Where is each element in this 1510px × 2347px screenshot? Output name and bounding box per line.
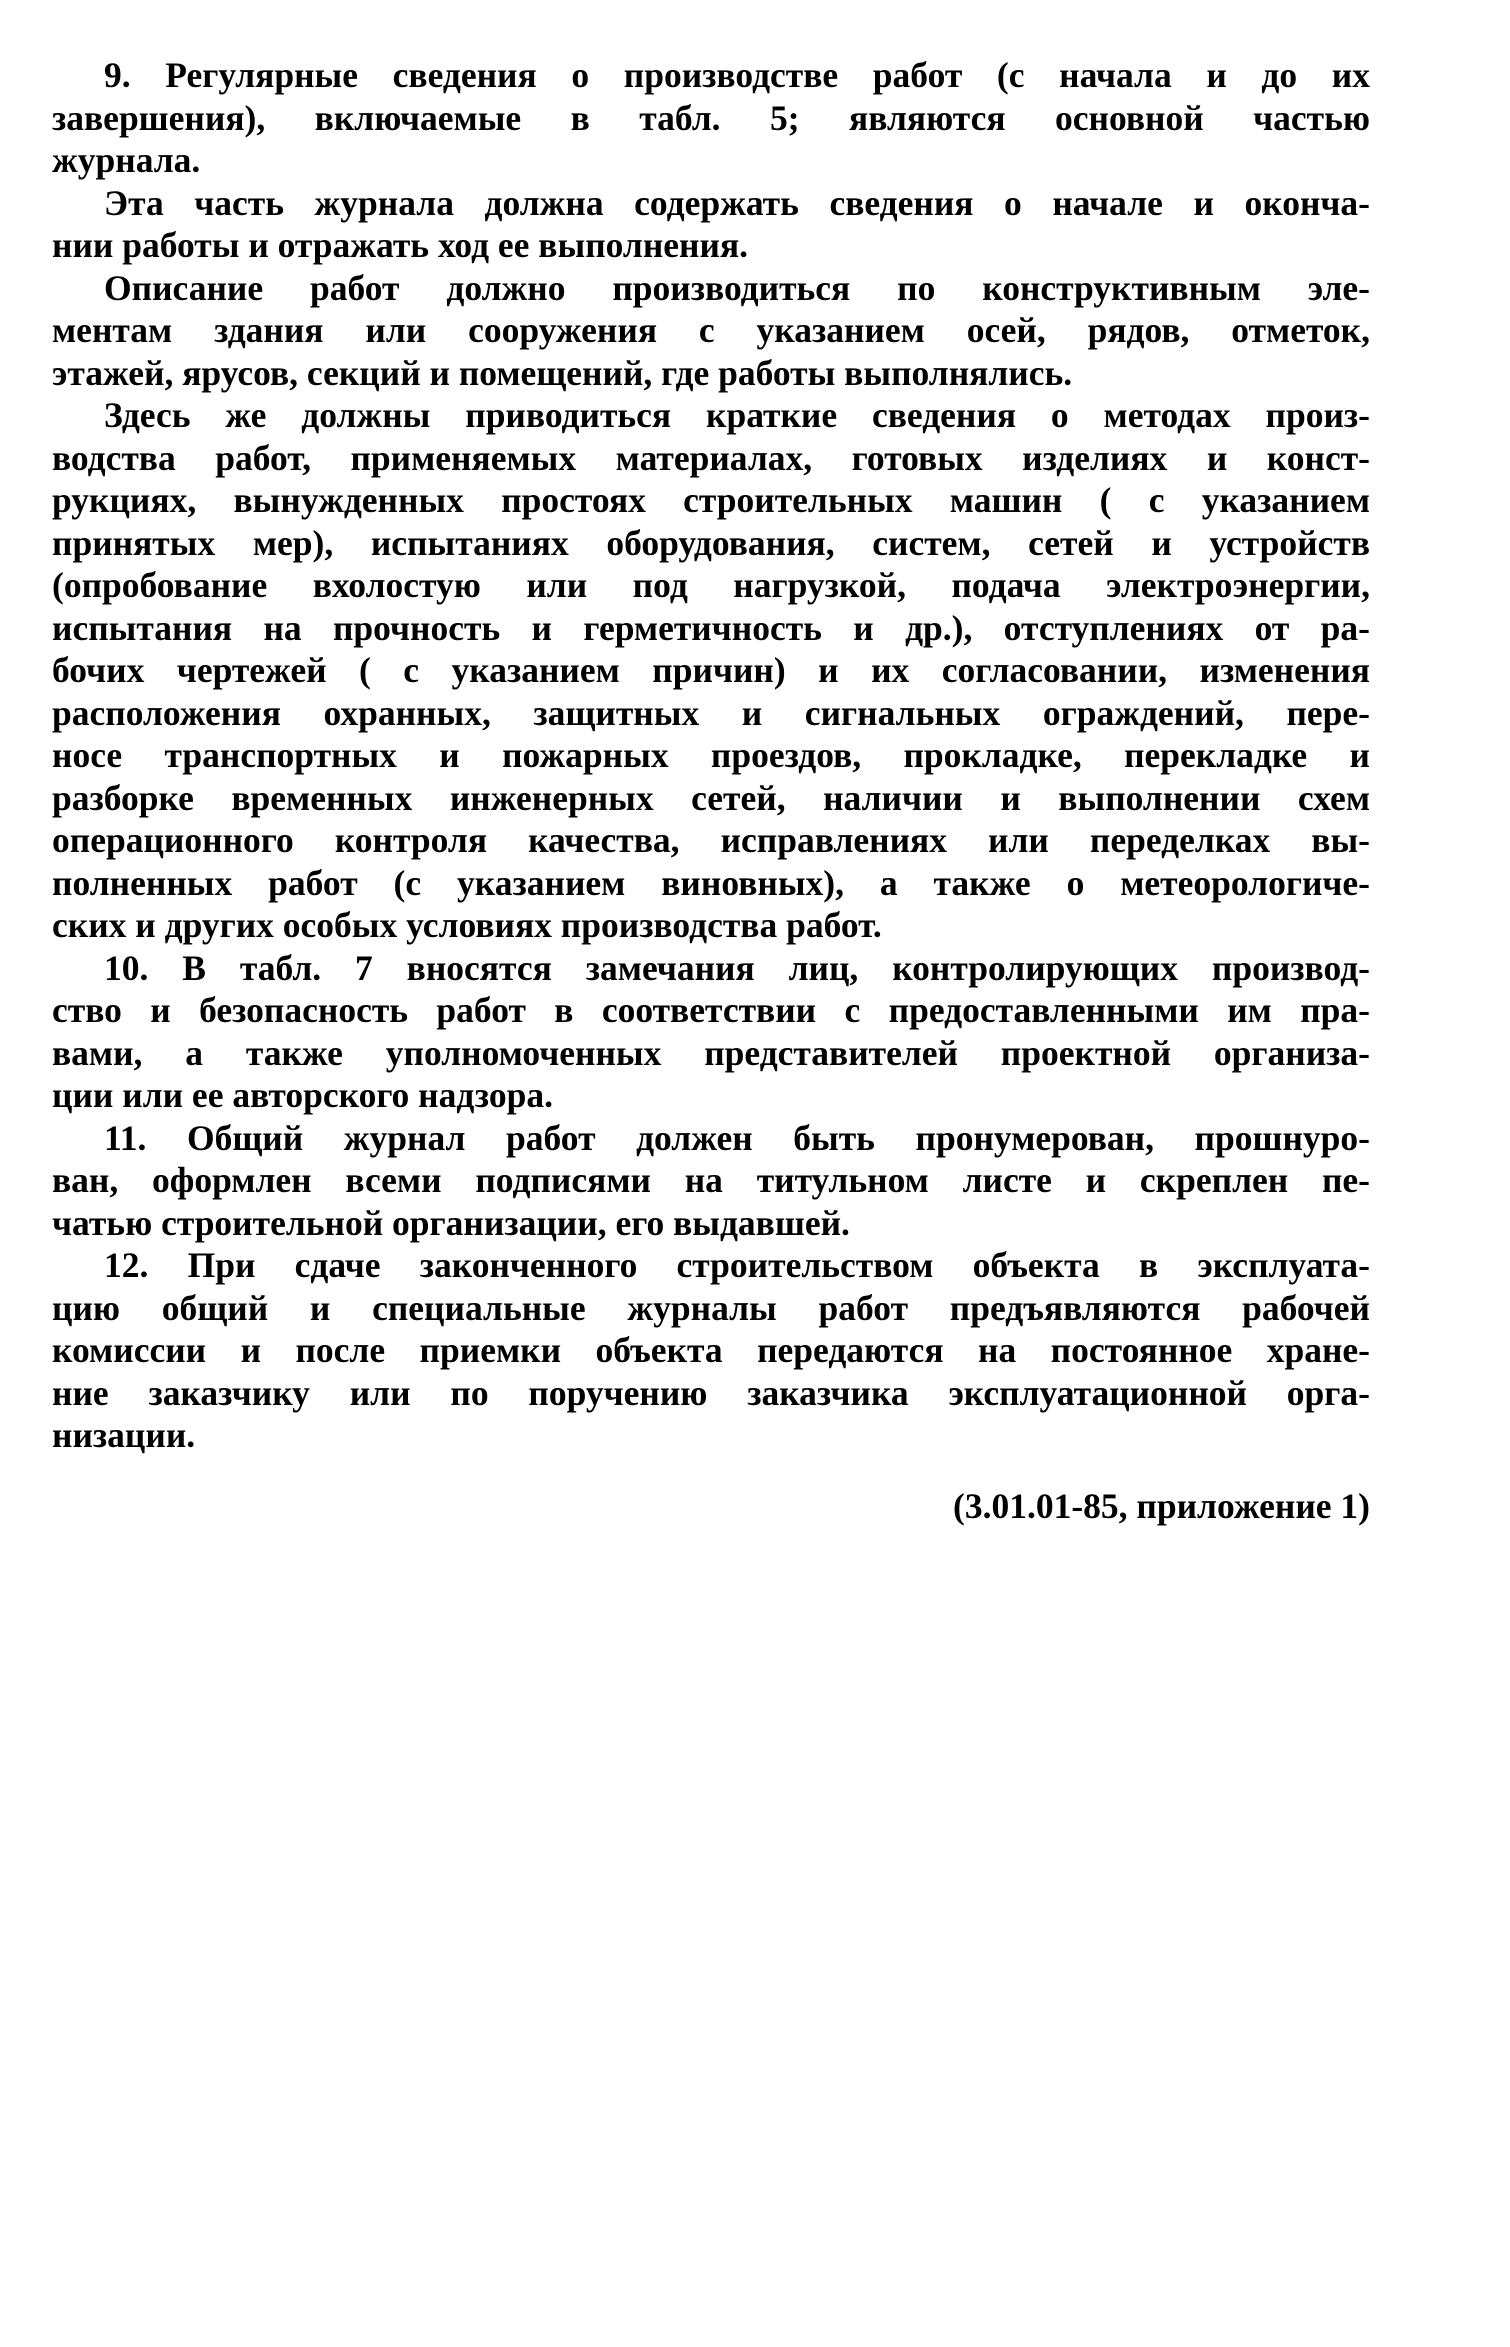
text-line: низации. <box>52 1415 196 1455</box>
text-line: цию общий и специальные журналы работ предъявляются рабочей <box>52 1287 1370 1328</box>
text-line: 9. Регулярные сведения о производстве работ (с начала и до их <box>104 55 1370 95</box>
text-line: принятых мер), испытаниях оборудования, систем, сетей и устройств <box>52 522 1370 563</box>
text-line: этажей, ярусов, секций и помещений, где работы выполнялись. <box>52 352 1073 393</box>
text-line: операционного контроля качества, исправлениях или переделках вы- <box>52 820 1370 860</box>
text-line: вами, а также уполномоченных представителей проектной организа- <box>52 1032 1370 1073</box>
document-page <box>52 54 1370 1527</box>
paragraph-journal-part <box>52 182 1370 267</box>
text-line: полненных работ (с указанием виновных), а также о метеорологиче- <box>52 862 1370 903</box>
text-line: ции или ее авторского надзора. <box>52 1075 553 1115</box>
text-line: Описание работ должно производиться по конструктивным эле- <box>104 267 1370 308</box>
text-line: ван, оформлен всеми подписями на титульном листе и скреплен пе- <box>52 1160 1370 1200</box>
text-line: ментам здания или сооружения с указанием осей, рядов, отметок, <box>52 310 1370 350</box>
text-line: комиссии и после приемки объекта передаются на постоянное хране- <box>52 1330 1370 1370</box>
text-line: нии работы и отражать ход ее выполнения. <box>52 225 749 265</box>
paragraph-10 <box>52 947 1370 1117</box>
paragraph-brief-info <box>52 394 1370 947</box>
paragraph-work-description <box>52 267 1370 395</box>
text-line: расположения охранных, защитных и сигнальных ограждений, пере- <box>52 692 1370 733</box>
text-line: ство и безопасность работ в соответствии с предоставленными им пра- <box>52 990 1370 1030</box>
text-line: ние заказчику или по поручению заказчика эксплуатационной орга- <box>52 1372 1370 1413</box>
text-line: Эта часть журнала должна содержать сведения о начале и оконча- <box>104 182 1370 223</box>
text-line: (опробование вхолостую или под нагрузкой, подача электроэнергии, <box>52 565 1370 605</box>
text-line: завершения), включаемые в табл. 5; являются основной частью <box>52 97 1370 138</box>
text-line: разборке временных инженерных сетей, наличии и выполнении схем <box>52 777 1370 818</box>
paragraph-12 <box>52 1244 1370 1457</box>
text-line: Здесь же должны приводиться краткие сведения о методах произ- <box>104 395 1370 435</box>
paragraph-11 <box>52 1117 1370 1245</box>
text-line: рукциях, вынужденных простоях строительных машин ( с указанием <box>52 480 1370 520</box>
text-line: ских и других особых условиях производства работ. <box>52 905 882 945</box>
text-line: журнала. <box>52 140 201 180</box>
text-line: 12. При сдаче законченного строительством объекта в эксплуата- <box>104 1245 1370 1285</box>
text-line: бочих чертежей ( с указанием причин) и их согласовании, изменения <box>52 650 1370 690</box>
text-line: водства работ, применяемых материалах, готовых изделиях и конст- <box>52 437 1370 478</box>
text-line: чатью строительной организации, его выдавшей. <box>52 1202 850 1243</box>
text-line: 11. Общий журнал работ должен быть пронумерован, прошнуро- <box>104 1117 1370 1158</box>
text-line: 10. В табл. 7 вносятся замечания лиц, контролирующих производ- <box>104 947 1370 988</box>
text-line: носе транспортных и пожарных проездов, прокладке, перекладке и <box>52 735 1370 775</box>
text-line: испытания на прочность и герметичность и др.), отступлениях от ра- <box>52 607 1370 648</box>
paragraph-9 <box>52 54 1370 182</box>
source-reference: (3.01.01-85, приложение 1) <box>953 1485 1370 1526</box>
